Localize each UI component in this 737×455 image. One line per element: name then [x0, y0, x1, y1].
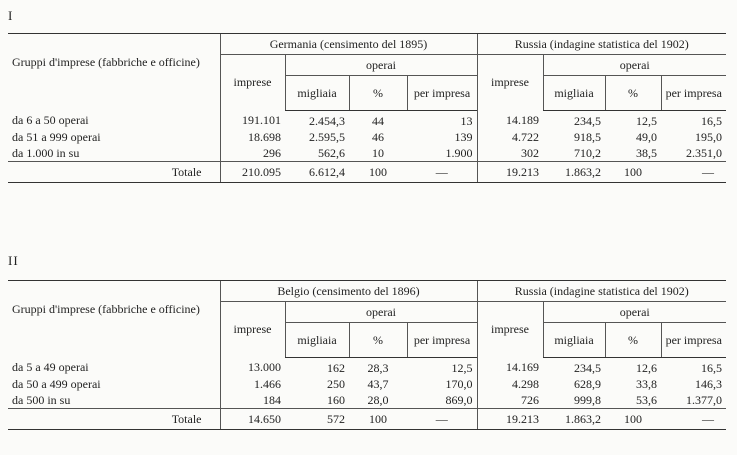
col-imprese-a: imprese [220, 55, 285, 111]
total-row [8, 409, 726, 430]
cell: 100 [349, 409, 407, 430]
cell: 1.863,2 [543, 162, 605, 183]
cell: 2.351,0 [686, 145, 723, 160]
row-group: da 500 in su [12, 392, 71, 407]
row-group: da 6 a 50 operai [12, 113, 89, 128]
col-per-impresa-b: per impresa [661, 76, 726, 111]
col-operai-b: operai [543, 55, 726, 76]
country-a-header: Belgio (censimento del 1896) [220, 281, 477, 302]
cell: 14.189 [477, 111, 543, 130]
total-label: Totale [8, 162, 220, 183]
cell: 4.722 [477, 129, 543, 145]
cell: 1.466 [220, 376, 285, 392]
country-b-header: Russia (indagine statistica del 1902) [477, 281, 726, 302]
col-imprese-a: imprese [220, 302, 285, 358]
cell: 234,5 [574, 113, 601, 128]
col-migliaia-b: migliaia [543, 323, 605, 358]
row-group: da 51 a 999 operai [12, 129, 101, 144]
col-per-impresa-b: per impresa [661, 323, 726, 358]
cell: — [661, 162, 726, 183]
cell: 562,6 [318, 145, 345, 160]
cell: — [407, 162, 477, 183]
table-row [8, 129, 726, 145]
group-header: Gruppi d'imprese (fabbriche e officine) [8, 34, 220, 111]
cell: 18.698 [220, 129, 285, 145]
cell: 628,9 [574, 376, 601, 391]
cell: 869,0 [445, 392, 473, 407]
col-pct-a: % [349, 323, 407, 358]
col-pct-a: % [349, 76, 407, 111]
cell: 49,0 [636, 129, 657, 144]
cell: 10 [372, 145, 384, 160]
cell: 191.101 [220, 111, 285, 130]
cell: 13.000 [220, 358, 285, 377]
cell: 12,6 [636, 360, 657, 375]
cell: 1.863,2 [543, 409, 605, 430]
cell: 296 [220, 145, 285, 162]
cell: 16,5 [701, 113, 723, 128]
country-b-header: Russia (indagine statistica del 1902) [477, 34, 726, 55]
cell: 1.377,0 [686, 392, 723, 407]
cell: 250 [327, 376, 345, 391]
col-operai-a: operai [285, 55, 477, 76]
cell: 999,8 [574, 392, 601, 407]
table-row [8, 392, 726, 409]
cell: 710,2 [574, 145, 601, 160]
total-row [8, 162, 726, 183]
table-row [8, 145, 726, 162]
cell: 160 [327, 392, 345, 407]
cell: 16,5 [701, 360, 723, 375]
cell: 100 [349, 162, 407, 183]
col-per-impresa-a: per impresa [407, 323, 477, 358]
table-1-label: I [8, 8, 14, 23]
cell: 12,5 [451, 360, 473, 375]
cell: 13 [460, 113, 473, 128]
cell: 100 [605, 162, 661, 183]
cell: 43,7 [367, 376, 389, 391]
col-pct-b: % [605, 323, 661, 358]
table-row [8, 376, 726, 392]
cell: 6.612,4 [285, 162, 349, 183]
country-a-header: Germania (censimento del 1895) [220, 34, 477, 55]
col-migliaia-b: migliaia [543, 76, 605, 111]
col-imprese-b: imprese [477, 302, 543, 358]
cell: 100 [605, 409, 661, 430]
cell: 53,6 [636, 392, 657, 407]
cell: 146,3 [695, 376, 723, 391]
cell: 2.454,3 [309, 113, 345, 128]
table-2-label: II [8, 253, 19, 268]
total-label: Totale [8, 409, 220, 430]
cell: 14.650 [220, 409, 285, 430]
cell: 19.213 [477, 409, 543, 430]
cell: 28,3 [367, 360, 389, 375]
cell: — [407, 409, 477, 430]
cell: 918,5 [574, 129, 601, 144]
row-group: da 1.000 in su [12, 145, 80, 160]
col-per-impresa-a: per impresa [407, 76, 477, 111]
table-1 [8, 33, 726, 183]
col-operai-a: operai [285, 302, 477, 323]
col-pct-b: % [605, 76, 661, 111]
cell: 572 [285, 409, 349, 430]
cell: 19.213 [477, 162, 543, 183]
cell: 12,5 [636, 113, 657, 128]
col-operai-b: operai [543, 302, 726, 323]
cell: 234,5 [574, 360, 601, 375]
cell: 302 [477, 145, 543, 162]
cell: 46 [372, 129, 384, 144]
cell: 726 [477, 392, 543, 409]
cell: 38,5 [636, 145, 657, 160]
cell: — [661, 409, 726, 430]
cell: 195,0 [695, 129, 723, 144]
row-group: da 5 a 49 operai [12, 360, 89, 375]
cell: 170,0 [445, 376, 473, 391]
cell: 184 [220, 392, 285, 409]
cell: 14.169 [477, 358, 543, 377]
cell: 162 [327, 360, 345, 375]
cell: 44 [372, 113, 384, 128]
cell: 1.900 [445, 145, 473, 160]
col-imprese-b: imprese [477, 55, 543, 111]
cell: 210.095 [220, 162, 285, 183]
group-header: Gruppi d'imprese (fabbriche e officine) [8, 281, 220, 358]
cell: 33,8 [636, 376, 657, 391]
table-2 [8, 280, 726, 430]
cell: 139 [454, 129, 473, 144]
table-row [8, 358, 726, 377]
col-migliaia-a: migliaia [285, 76, 349, 111]
col-migliaia-a: migliaia [285, 323, 349, 358]
row-group: da 50 a 499 operai [12, 376, 101, 391]
table-row [8, 111, 726, 130]
cell: 4.298 [477, 376, 543, 392]
cell: 28,0 [367, 392, 389, 407]
cell: 2.595,5 [309, 129, 345, 144]
